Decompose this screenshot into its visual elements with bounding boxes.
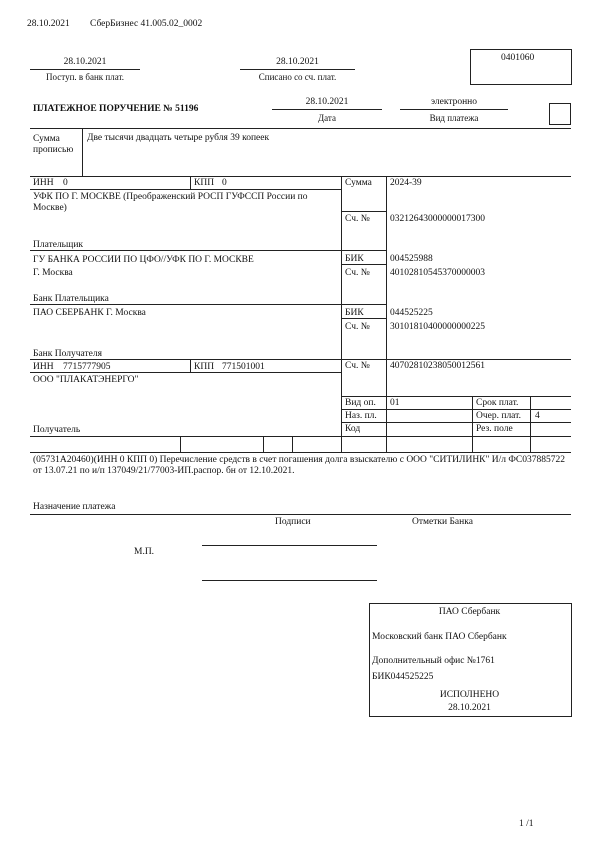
payment-kind-label: Вид платежа [429,113,479,123]
print-date: 28.10.2021 [27,19,70,29]
payee-inn: 7715777905 [63,362,111,372]
grid-line [30,359,571,360]
payer-inn: 0 [63,178,68,188]
grid-line [341,176,342,436]
grid-line [341,436,342,452]
stamp-bank: ПАО Сбербанк [438,607,501,617]
debited-line [240,69,355,70]
srok-label: Срок плат. [476,398,519,408]
system-label: СберБизнес 41.005.02_0002 [90,19,203,29]
grid-line [341,211,386,212]
mp-label: М.П. [134,547,155,557]
amount-words-divider [82,128,83,176]
payer-account-label: Сч. № [345,214,370,224]
payer-bank-label: Банк Плательщика [33,294,109,304]
grid-line [180,436,181,452]
payer-bank-bik-label: БИК [345,254,364,264]
grid-line [386,436,387,452]
payer-bank-bik: 004525988 [390,254,433,264]
amount-value: 2024-39 [390,178,422,188]
grid-line [30,128,571,129]
purpose-text: (05731А20460)(ИНН 0 КПП 0) Перечисление средств в счет погашения долга взыскателю с ООО "СИТИЛИНК" И/л ФС037885722 от 13.07.21 по и/п 137049/21/77003-ИП.распор. бн от 12.10.2021. [33,455,565,476]
grid-line [190,176,191,189]
stamp-branch: Московский банк ПАО Сбербанк [372,632,507,642]
payment-kind-line [400,109,508,110]
debited-label: Списано со сч. плат. [258,72,337,82]
payer-bank-name: ГУ БАНКА РОССИИ ПО ЦФО//УФК ПО Г. МОСКВЕ [33,255,254,265]
grid-line [386,176,387,436]
vid-op: 01 [390,398,400,408]
grid-line [30,189,341,190]
payer-inn-label: ИНН [33,178,54,188]
amount-words-label: Сумма прописью [33,134,74,155]
grid-line [530,396,531,436]
payee-account-label: Сч. № [345,361,370,371]
order-title: ПЛАТЕЖНОЕ ПОРУЧЕНИЕ № 51196 [33,104,199,114]
grid-line [30,176,571,177]
stamp-bik: БИК044525225 [372,672,434,682]
payer-name: УФК ПО Г. МОСКВЕ (Преображенский РОСП ГУФССП России по Москве) [33,192,308,213]
payee-kpp: 771501001 [222,362,265,372]
grid-line [472,396,473,436]
payee-bank-bik-label: БИК [345,308,364,318]
payee-inn-label: ИНН [33,362,54,372]
grid-line [263,436,264,452]
amount-label: Сумма [345,178,372,188]
ocher-value: 4 [535,411,540,421]
payee-account: 40702810238050012561 [390,361,485,371]
received-label: Поступ. в банк плат. [46,72,124,82]
signature-line [202,580,377,581]
stamp-office: Дополнительный офис №1761 [372,656,495,666]
received-date: 28.10.2021 [63,57,107,67]
grid-line [341,396,571,397]
payee-kpp-label: КПП [194,362,215,372]
payee-bank-account-label: Сч. № [345,322,370,332]
stamp-date: 28.10.2021 [448,703,491,713]
order-date-label: Дата [318,113,336,123]
kod-label: Код [345,424,361,434]
signature-line [202,545,377,546]
order-date-line [272,109,382,110]
payer-bank-city: Г. Москва [33,268,73,278]
payer-bank-account: 40102810545370000003 [390,268,485,278]
grid-line [292,436,293,452]
grid-line [530,436,531,452]
order-date: 28.10.2021 [305,97,349,107]
payer-account: 03212643000000017300 [390,214,485,224]
payee-label: Получатель [33,425,81,435]
payment-kind: электронно [430,97,478,107]
stamp-status: ИСПОЛНЕНО [439,690,500,700]
payer-label: Плательщик [33,240,84,250]
payee-bank-account: 30101810400000000225 [390,322,485,332]
form-code: 0401060 [501,53,535,63]
payer-kpp-label: КПП [194,178,215,188]
grid-line [30,452,571,453]
page-number: 1 /1 [519,819,534,829]
grid-line [341,409,571,410]
payee-bank-label: Банк Получателя [33,349,102,359]
signatures-label: Подписи [275,517,311,527]
grid-line [190,359,191,372]
bank-marks-label: Отметки Банка [412,517,473,527]
vid-op-label: Вид оп. [345,398,376,408]
grid-line [30,436,571,437]
payee-bank-bik: 044525225 [390,308,433,318]
grid-line [472,436,473,452]
rez-label: Рез. поле [476,424,513,434]
purpose-line [30,514,571,515]
amount-words-text: Две тысячи двадцать четыре рубля 39 копеек [87,133,270,143]
grid-line [30,250,386,251]
payer-bank-account-label: Сч. № [345,268,370,278]
payer-kpp: 0 [222,178,227,188]
ocher-label: Очер. плат. [476,411,521,421]
received-line [30,69,140,70]
debited-date: 28.10.2021 [276,57,319,67]
status-box [549,103,571,125]
payee-name: ООО "ПЛАКАТЭНЕРГО" [33,375,139,385]
grid-line [341,422,571,423]
naz-pl-label: Наз. пл. [345,411,377,421]
purpose-label: Назначение платежа [33,502,116,512]
payee-bank-name: ПАО СБЕРБАНК Г. Москва [33,308,146,318]
